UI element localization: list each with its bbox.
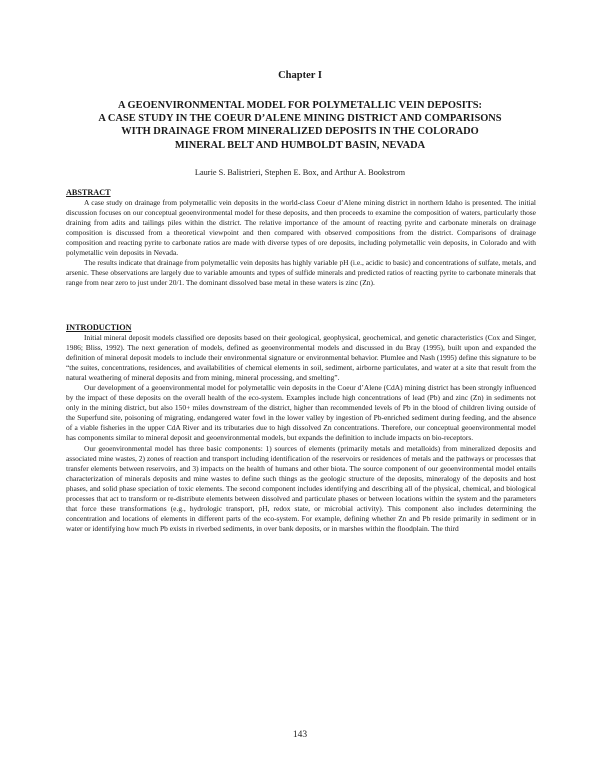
abstract-body (66, 198, 536, 288)
introduction-paragraph: Initial mineral deposit models classified ore deposits based on their geological, geophysical, geochemical, and genetic characteristics (Cox and Singer, 1986; Bliss, 1992). The next generation of models, defined as geoenvironmental models and discussed in du Bray (1995), built upon and expanded the definition of mineral deposit models to include their environmental signature or environmental behavior. Plumlee and Nash (1995) define this signature to be “the suites, concentrations, residences, and availabilities of chemical elements in soil, sediment, airborne particulates, and water at a site that result from the natural weathering of mineral deposits and from mining, mineral processing, and smelting”. (66, 333, 536, 383)
abstract-paragraph: A case study on drainage from polymetallic vein deposits in the world-class Coeur d’Alene mining district in northern Idaho is presented. The initial discussion focuses on our conceptual geoenvironmental model for these deposits, and then proceeds to examine the composition of waters, particularly those draining from adits and tailings piles within the district. The relative importance of the amount of reacting pyrite and carbonate minerals on drainage composition is discussed from a theoretical viewpoint and then compared with observed compositions from the district. Comparisons of drainage composition and reacting pyrite to carbonate ratios are made with diverse types of ore deposits, including polymetallic vein deposits, in Colorado and with polymetallic vein deposits in Nevada. (66, 198, 536, 258)
introduction-paragraph: Our development of a geoenvironmental model for polymetallic vein deposits in the Coeur d’Alene (CdA) mining district has been strongly influenced by the impact of these deposits on the overall health of the eco-system. Examples include high concentrations of lead (Pb) and zinc (Zn) in sediments not only in the mining district, but also 150+ miles downstream of the district, higher than recommended levels of Pb in the blood of children living outside of the Superfund site, poisoning of migrating, endangered water fowl in the lower valley by ingestion of Pb-enriched sediment during feeding, and the absence of a viable fisheries in the upper CdA River and its tributaries due to high dissolved Zn concentrations. Therefore, our conceptual geoenvironmental model has components similar to mineral deposit and geoenvironmental models, but expands the definition to include impacts on bio-receptors. (66, 383, 536, 443)
title-line: A GEOENVIRONMENTAL MODEL FOR POLYMETALLIC VEIN DEPOSITS: (118, 100, 482, 111)
title-line: WITH DRAINAGE FROM MINERALIZED DEPOSITS IN THE COLORADO (121, 126, 479, 138)
introduction-paragraph: Our geoenvironmental model has three basic components: 1) sources of elements (primarily metals and metalloids) from mineralized deposits and associated mine wastes, 2) zones of reaction and transport including identification of the reservoirs or residences of metals and the pathways or processes that transfer elements between reservoirs, and 3) impacts on the health of humans and other biota. The source component of our geoenvironmental model entails characterization of minerals deposits and mine wastes to define such things as the geologic structure of the deposits, mineralogy of the deposits and host phases, and solid phase speciation of toxic elements. The second component includes identifying and describing all of the physical, chemical, and biological processes that act to transform or re-distribute elements between dissolved and particulate phases or between locations within the system and the parameters that force these transformations (e.g., hydrologic transport, pH, redox state, or microbial activity). This component also includes determining the concentration and locations of elements in different parts of the eco-system. For example, defining whether Zn and Pb reside primarily in sediment or in water or identifying how much Pb exists in riverbed sediments, in over bank deposits, or in marshes within the floodplain. The third (66, 443, 536, 533)
title-line: A CASE STUDY IN THE COEUR D’ALENE MINING DISTRICT AND COMPARISONS (98, 113, 502, 125)
page-number: 143 (292, 730, 308, 740)
abstract-heading: ABSTRACT (66, 188, 111, 197)
introduction-body (66, 333, 536, 534)
chapter-label: Chapter I (278, 70, 322, 81)
abstract-paragraph: The results indicate that drainage from polymetallic vein deposits has highly variable pH (i.e., acidic to basic) and concentrations of sulfate, metals, and arsenic. These observations are largely due to variable amounts and types of sulfide minerals and predicted ratios of reacting pyrite to carbonate minerals that range from near zero to just under 20/1. The dominant dissolved base metal in these waters is zinc (Zn). (66, 258, 536, 288)
title-line: MINERAL BELT AND HUMBOLDT BASIN, NEVADA (174, 139, 426, 151)
paper-title (70, 99, 530, 152)
introduction-heading: INTRODUCTION (66, 323, 132, 332)
author-line: Laurie S. Balistrieri, Stephen E. Box, and Arthur A. Bookstrom (194, 168, 406, 177)
